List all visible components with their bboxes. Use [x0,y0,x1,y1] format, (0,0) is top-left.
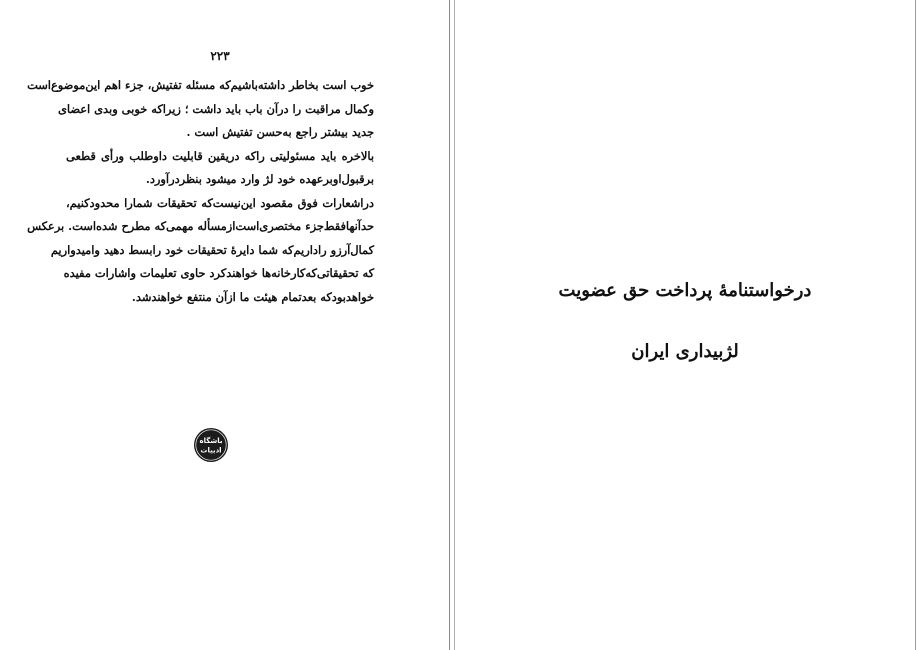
body-text [27,74,374,309]
page-edge-line [915,0,916,650]
seal-text-top: باشگاه [199,437,223,445]
text-line: خوب است بخاطر داشته‌باشیم‌که مسئله تفتیش، جزء اهم این‌موضوع‌است [27,78,374,92]
text-line: دراشعارات فوق مقصود این‌نیست‌که تحقیقات شمارا محدودکنیم، [66,195,374,210]
text-line: که تحقیقاتی‌که‌کارخانه‌ها خواهندکرد حاوی تعلیمات واشارات مفیده [63,266,374,280]
page-gutter-line [449,0,450,650]
text-line: بالاخره باید مسئولیتی راکه دریقین قابلیت داوطلب ورأی قطعی [66,148,374,163]
text-line: وکمال مراقبت را درآن باب باید داشت ؛ زیراکه خوبی وبدی اعضای [57,101,374,116]
page-subtitle: لژبیداری ایران [631,341,739,362]
publisher-seal-icon [194,428,228,462]
text-line: جدید بیشتر راجع به‌حسن تفتیش است . [186,125,374,139]
text-line: حدآنهافقط‌جزء مختصری‌است‌ازمسأله مهمی‌که مطرح شده‌است. برعکس [27,219,374,233]
seal-text-bottom: ادبیات [200,446,222,455]
right-page [455,0,915,650]
page-title: درخواستنامهٔ پرداخت حق عضویت [558,280,812,301]
left-page [0,0,449,650]
text-line: کمال‌آرزو راداریم‌که شما دایرهٔ تحقیقات خود رابسط دهید وامیدواریم [50,242,374,257]
text-line: خواهدبودکه بعدتمام هیئت ما ازآن منتفع خواهندشد. [131,289,374,304]
publisher-seal-graphic [194,428,228,462]
text-line: برقبول‌اوبرعهده خود لژ وارد میشود بنظردرآورد. [145,172,374,186]
page-number: ۲۲۳ [210,49,230,63]
